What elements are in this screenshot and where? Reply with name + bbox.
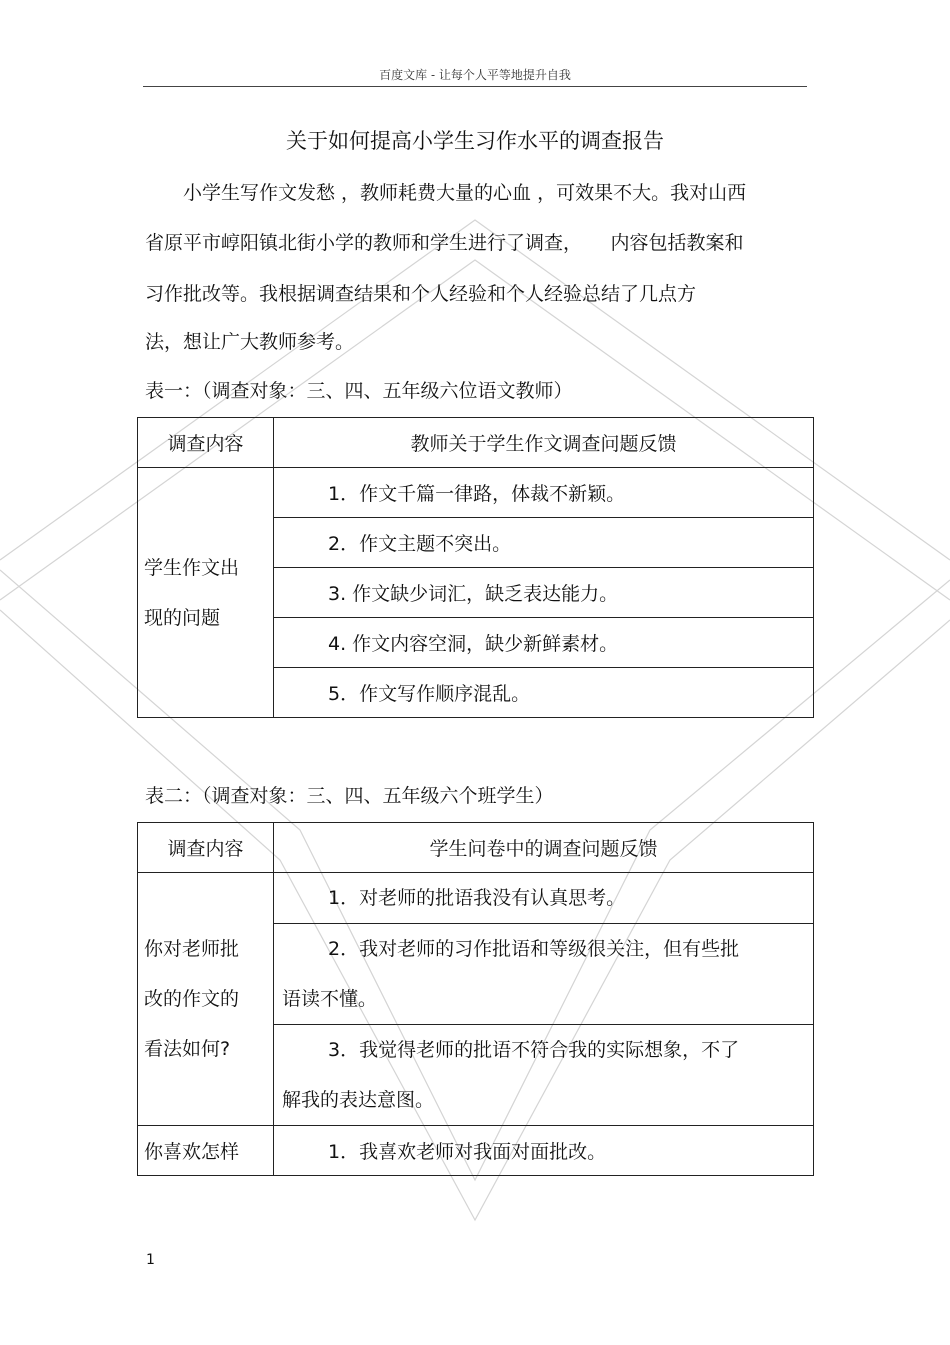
table2-item bbox=[274, 873, 814, 924]
table1-item: 5．作文写作顺序混乱。 bbox=[274, 668, 814, 718]
table1-item: 1．作文千篇一律路，体裁不新颖。 bbox=[274, 468, 814, 518]
table1-item: 4. 作文内容空洞，缺少新鲜素材。 bbox=[274, 618, 814, 668]
item-first-line: 2．我对老师的习作批语和等级很关注，但有些批 bbox=[328, 938, 740, 960]
table1-left-label bbox=[138, 468, 274, 718]
item-first-line: 3．我觉得老师的批语不符合我的实际想象，不了 bbox=[328, 1039, 740, 1061]
table-row bbox=[138, 1126, 814, 1176]
left-label-line: 现的问题 bbox=[144, 606, 221, 629]
table-row bbox=[138, 823, 814, 873]
table-row bbox=[138, 468, 814, 518]
left-label-line: 看法如何? bbox=[144, 1038, 231, 1060]
intro-line: 法，想让广大教师参考。 bbox=[145, 331, 355, 353]
item-second-line: 语读不懂。 bbox=[282, 988, 378, 1010]
table1-item: 2．作文主题不突出。 bbox=[274, 518, 814, 568]
table1-header-right: 教师关于学生作文调查问题反馈 bbox=[274, 418, 814, 468]
document-title: 关于如何提高小学生习作水平的调查报告 bbox=[286, 129, 664, 153]
left-label-line: 你对老师批 bbox=[144, 938, 240, 960]
intro-line: 省原平市崞阳镇北街小学的教师和学生进行了调查， 内容包括教案和 bbox=[145, 232, 744, 254]
table-row bbox=[138, 873, 814, 924]
table1-caption: 表一：（调查对象：三、四、五年级六位语文教师） bbox=[145, 380, 573, 402]
header-rule bbox=[143, 86, 807, 87]
table-row bbox=[138, 418, 814, 468]
table2-header-right: 学生问卷中的调查问题反馈 bbox=[274, 823, 814, 873]
table1 bbox=[137, 417, 814, 718]
table1-item: 3. 作文缺少词汇，缺乏表达能力。 bbox=[274, 568, 814, 618]
page-number: 1 bbox=[146, 1252, 155, 1268]
table2-item bbox=[274, 1025, 814, 1126]
intro-line: 习作批改等。我根据调查结果和个人经验和个人经验总结了几点方 bbox=[145, 283, 697, 305]
table2-item bbox=[274, 924, 814, 1025]
header-text: 百度文库 - 让每个人平等地提升自我 bbox=[379, 68, 571, 82]
table1-header-left: 调查内容 bbox=[138, 418, 274, 468]
table2-item: 1．我喜欢老师对我面对面批改。 bbox=[274, 1126, 814, 1176]
intro-line: 小学生写作文发愁 ，教师耗费大量的心血 ，可效果不大。我对山西 bbox=[145, 182, 747, 204]
table2 bbox=[137, 822, 814, 1176]
table2-caption: 表二：（调查对象：三、四、五年级六个班学生） bbox=[145, 785, 554, 807]
item-second-line: 解我的表达意图。 bbox=[282, 1089, 435, 1111]
left-label-line: 改的作文的 bbox=[144, 988, 240, 1010]
table2-last-left: 你喜欢怎样 bbox=[138, 1126, 274, 1176]
table2-left-label bbox=[138, 873, 274, 1126]
item-first-line: 1．对老师的批语我没有认真思考。 bbox=[328, 887, 626, 909]
left-label-line: 学生作文出 bbox=[144, 556, 240, 579]
table2-header-left: 调查内容 bbox=[138, 823, 274, 873]
